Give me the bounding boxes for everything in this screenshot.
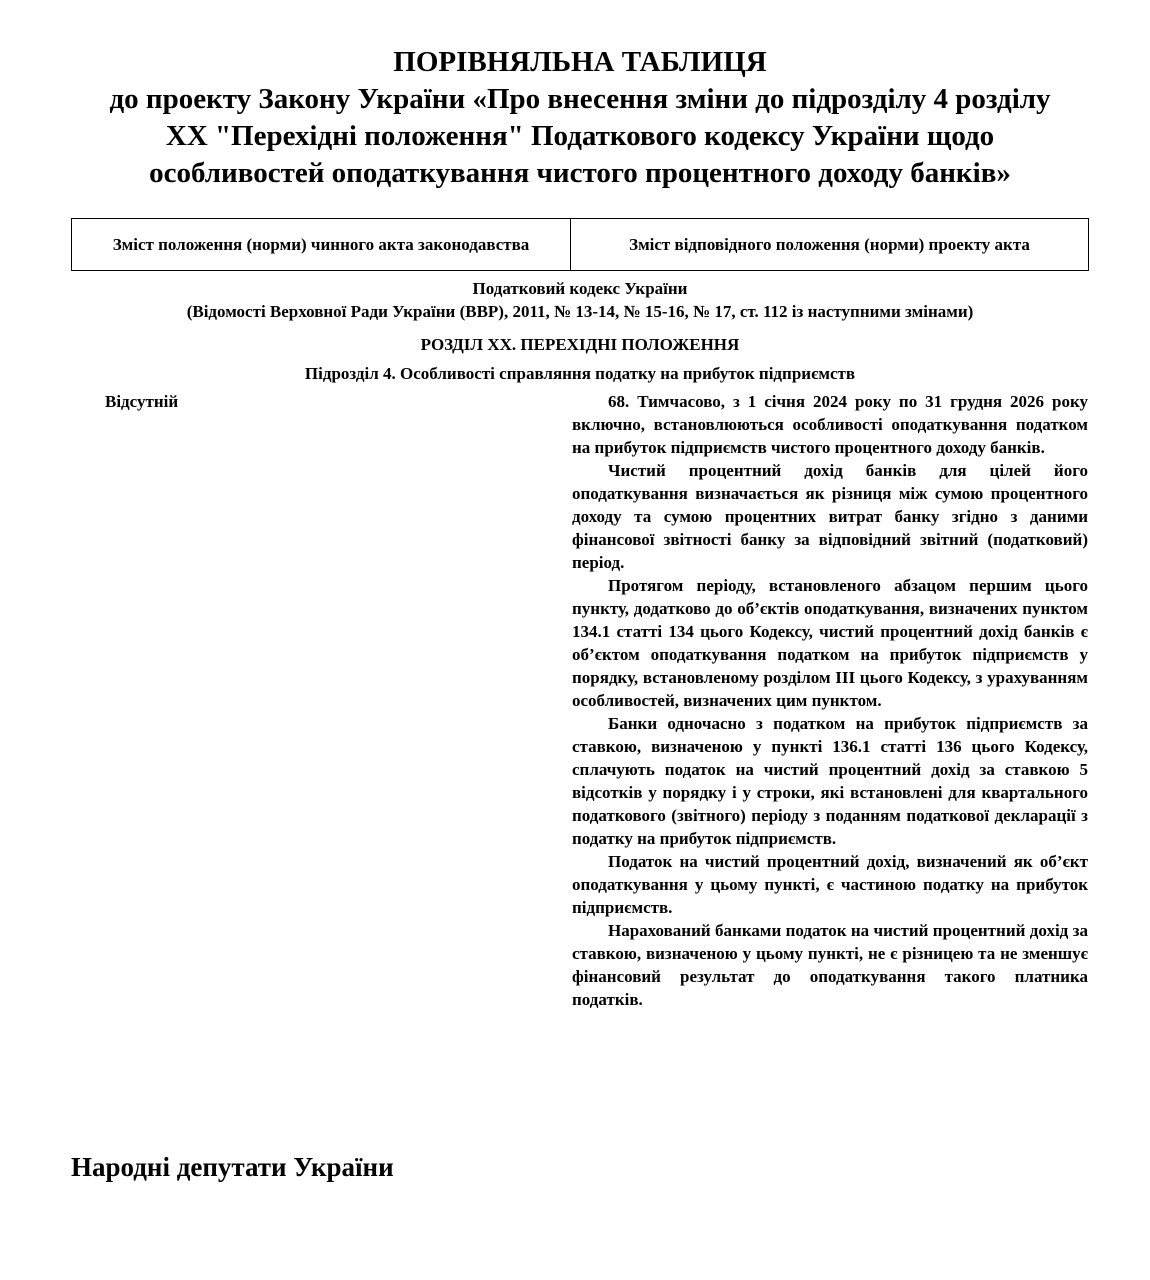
proposed-paragraph: 68. Тимчасово, з 1 січня 2024 року по 31 грудня 2026 року включно, встановлюються особливості оподаткування податком на прибуток підприємств чистого процентного доходу банків. (572, 392, 1088, 457)
title-line-3: XX "Перехідні положення" Податкового кодексу України щодо (165, 120, 995, 152)
signature-line: Народні депутати України (71, 1152, 394, 1182)
proposed-paragraph: Податок на чистий процентний дохід, визначений як об’єкт оподаткування у цьому пункті, є частиною податку на прибуток підприємств. (572, 852, 1088, 917)
proposed-paragraph: Протягом періоду, встановленого абзацом першим цього пункту, додатково до об’єктів оподаткування, визначених пунктом 134.1 статті 134 цього Кодексу, чистий процентний дохід банків є об’єктом оподаткування податком на прибуток підприємств у порядку, встановленому розділом III цього Кодексу, з урахуванням особливостей, визначених цим пунктом. (572, 576, 1088, 710)
section-heading: РОЗДІЛ XX. ПЕРЕХІДНІ ПОЛОЖЕННЯ (420, 335, 740, 354)
code-name: Податковий кодекс України (472, 279, 688, 298)
document-title (60, 44, 1100, 192)
proposed-norm-text (572, 390, 1088, 1011)
title-line-1: ПОРІВНЯЛЬНА ТАБЛИЦЯ (393, 46, 767, 78)
header-row (72, 219, 1089, 271)
proposed-paragraph: Банки одночасно з податком на прибуток підприємств за ставкою, визначеною у пункті 136.1 статті 136 цього Кодексу, сплачують податок на чистий процентний дохід за ставкою 5 відсотків у порядку і у строки, які встановлені для квартального податкового (звітного) періоду з поданням податкової декларації з податку на прибуток підприємств. (572, 714, 1088, 848)
title-line-2: до проекту Закону України «Про внесення зміни до підрозділу 4 розділу (109, 83, 1051, 115)
proposed-paragraph: Чистий процентний дохід банків для цілей його оподаткування визначається як різниця між сумою процентного доходу та сумою процентних витрат банку згідно з даними фінансової звітності банку за відповідний звітний (податковий) період. (572, 461, 1088, 572)
subsection-heading: Підрозділ 4. Особливості справляння податку на прибуток підприємств (304, 364, 856, 383)
current-norm-text: Відсутній (105, 392, 179, 411)
comparison-table-header (71, 218, 1089, 271)
header-current-norm: Зміст положення (норми) чинного акта законодавства (72, 219, 571, 271)
proposed-paragraph: Нарахований банками податок на чистий процентний дохід за ставкою, визначеною у цьому пункті, не є різницею та не зменшує фінансовий результат до оподаткування такого платника податків. (572, 921, 1088, 1009)
title-line-4: особливостей оподаткування чистого процентного доходу банків» (149, 157, 1011, 189)
header-proposed-norm: Зміст відповідного положення (норми) проекту акта (571, 219, 1089, 271)
code-source: (Відомості Верховної Ради України (ВВР), 2011, № 13-14, № 15-16, № 17, ст. 112 із наступними змінами) (186, 302, 974, 321)
